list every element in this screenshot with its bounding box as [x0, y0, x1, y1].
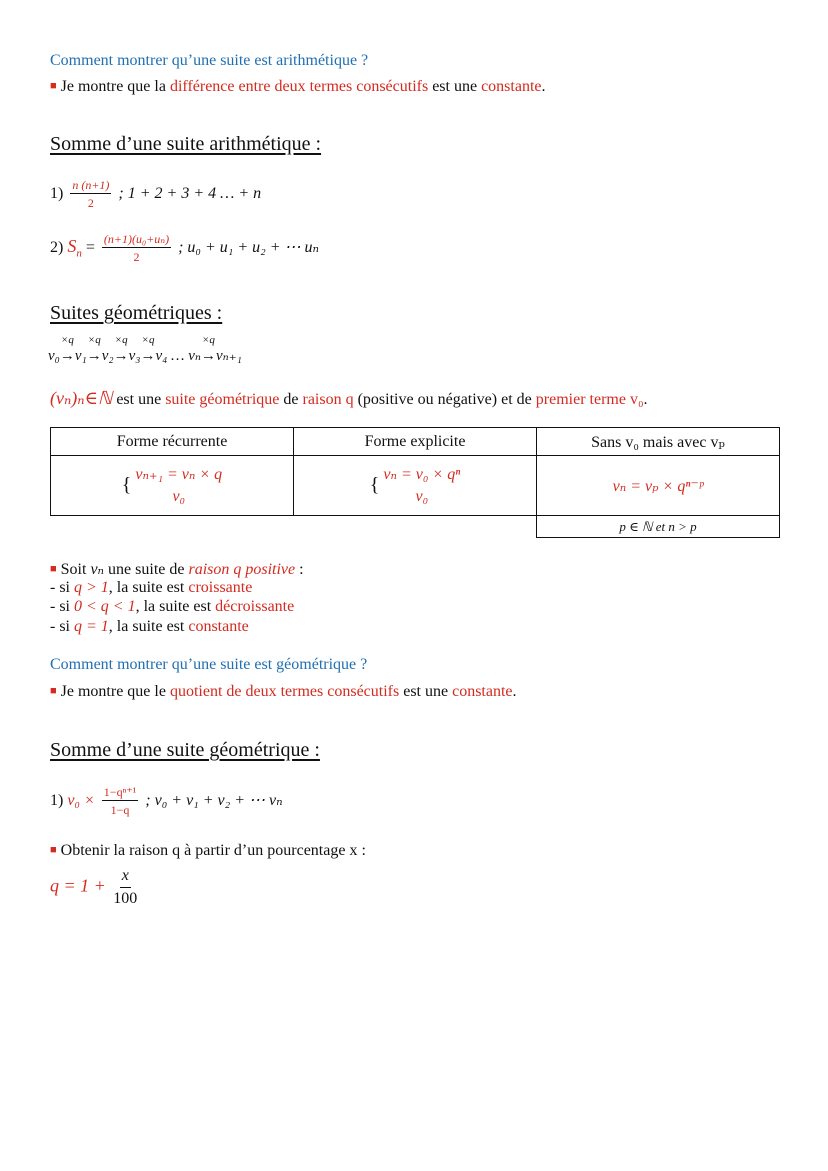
title-somme-geometrique: Somme d’une suite géométrique :	[50, 739, 320, 761]
bullet-square-icon: ■	[50, 80, 57, 92]
fraction: $\frac{\text{(n+1)(u₀+uₙ)}}{2}$	[103, 232, 170, 264]
fraction: $\frac{\text{1−qⁿ⁺¹}}{1-q}$	[103, 785, 137, 817]
geometric-chain: v₀ ×q →v₁ ×q →v₂ ×q →v₃ ×q →v₄ … vₙ ×q →vₙ₊₁	[48, 334, 242, 364]
bullet-square-icon: ■	[50, 844, 57, 856]
formula-raison: q = 1 + $\frac{x}{100}$	[50, 867, 138, 907]
variation-row: - si 0 < q < 1, la suite est décroissante	[50, 598, 295, 615]
variation-row: - si q = 1, la suite est constante	[50, 618, 249, 635]
formula-geo-1: 1) v₀ × $\frac{\text{1−qⁿ⁺¹}}{1-q}$ ; v₀ + v₁ + v₂ + ⋯ vₙ	[50, 785, 283, 817]
bullet-square-icon: ■	[50, 563, 57, 575]
cell-explicite: { vₙ = v₀ × qⁿ v₀	[294, 456, 537, 516]
cell-recurrente: { vₙ₊₁ = vₙ × q v₀	[51, 456, 294, 516]
method-geometrique: ■ Je montre que le quotient de deux termes consécutifs est une constante.	[50, 683, 517, 700]
bullet-square-icon: ■	[50, 685, 57, 697]
formula-arith-1: 1) $\frac{n (n+1)}{2}$ ; 1 + 2 + 3 + 4 … + n	[50, 178, 262, 210]
title-somme-arithmetique: Somme d’une suite arithmétique :	[50, 133, 322, 155]
raison-pourcentage: ■ Obtenir la raison q à partir d’un pourcentage x :	[50, 842, 366, 859]
question-arithmetique: Comment montrer qu’une suite est arithmétique ?	[50, 52, 369, 69]
question-geometrique: Comment montrer qu’une suite est géométrique ?	[50, 656, 368, 673]
formula-arith-2: 2) $S_n$ = $\frac{\text{(n+1)(u₀+uₙ)}}{2}$ ; u₀ + u₁ + u₂ + ⋯ uₙ	[50, 232, 319, 264]
variation-intro: ■ Soit vₙ une suite de raison q positive :	[50, 561, 304, 578]
variation-row: - si q > 1, la suite est croissante	[50, 579, 253, 596]
cell-vp-formula: vₙ = vₚ × qⁿ⁻ᵖ	[537, 456, 780, 516]
header-forme-explicite: Forme explicite	[294, 428, 537, 456]
header-sans-v0: Sans v₀ mais avec vₚ	[537, 428, 780, 456]
method-arithmetique: ■ Je montre que la différence entre deux termes consécutifs est une constante.	[50, 78, 546, 95]
forms-table	[50, 427, 780, 538]
fraction: $\frac{n (n+1)}{2}$	[72, 178, 110, 210]
cell-note: p ∈ ℕ et n > p	[537, 516, 780, 538]
fraction: $\frac{x}{100}$	[113, 867, 138, 907]
geo-definition: (vₙ)ₙ∈ℕ est une suite géométrique de raison q (positive ou négative) et de premier terme v₀.	[50, 388, 648, 408]
header-forme-recurrente: Forme récurrente	[51, 428, 294, 456]
title-suites-geometriques: Suites géométriques :	[50, 302, 223, 324]
